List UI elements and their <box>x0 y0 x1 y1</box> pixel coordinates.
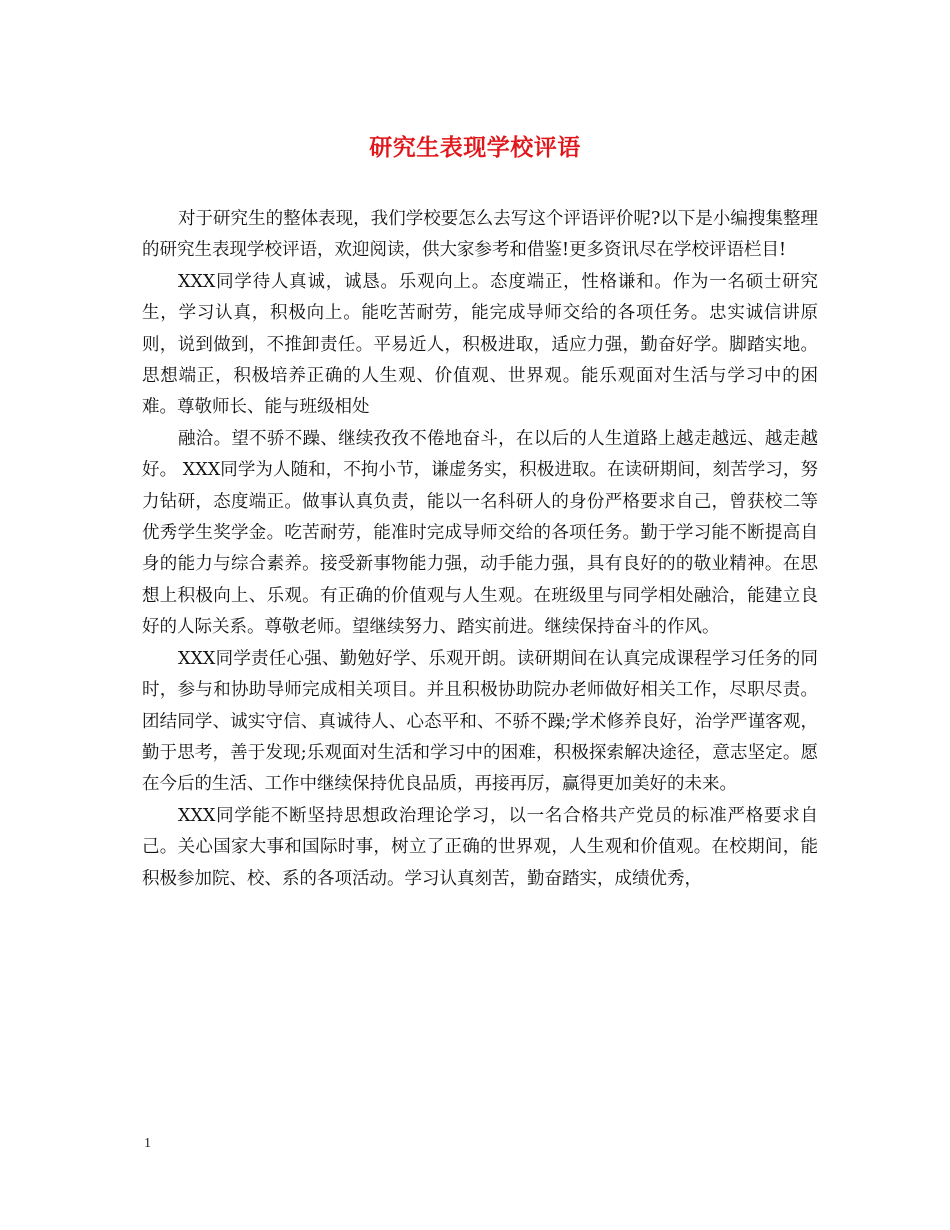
paragraph-comment-1: XXX同学待人真诚，诚恳。乐观向上。态度端正，性格谦和。作为一名硕士研究生，学习认真，积极向上。能吃苦耐劳，能完成导师交给的各项任务。忠实诚信讲原则，说到做到，不推卸责任。平易近人，积极进取，适应力强，勤奋好学。脚踏实地。思想端正，积极培养正确的人生观、价值观、世界观。能乐观面对生活与学习中的困难。尊敬师长、能与班级相处 <box>142 271 818 418</box>
paragraph-comment-4: XXX同学能不断坚持思想政治理论学习，以一名合格共产党员的标准严格要求自己。关心国家大事和国际时事，树立了正确的世界观，人生观和价值观。在校期间，能积极参加院、校、系的各项活动。学习认真刻苦，勤奋踏实，成绩优秀， <box>142 805 818 889</box>
document-body <box>142 204 818 895</box>
paragraph-comment-2: 融洽。望不骄不躁、继续孜孜不倦地奋斗，在以后的人生道路上越走越远、越走越好。 XXX同学为人随和，不拘小节，谦虚务实，积极进取。在读研期间，刻苦学习，努力钻研，态度端正。做事认真负责，能以一名科研人的身份严格要求自己，曾获校二等优秀学生奖学金。吃苦耐劳，能准时完成导师交给的各项任务。勤于学习能不断提高自身的能力与综合素养。接受新事物能力强，动手能力强，具有良好的的敬业精神。在思想上积极向上、乐观。有正确的价值观与人生观。在班级里与同学相处融洽，能建立良好的人际关系。尊敬老师。望继续努力、踏实前进。继续保持奋斗的作风。 <box>142 428 818 638</box>
document-title: 研究生表现学校评语 <box>369 134 581 161</box>
paragraph-comment-3: XXX同学责任心强、勤勉好学、乐观开朗。读研期间在认真完成课程学习任务的同时，参与和协助导师完成相关项目。并且积极协助院办老师做好相关工作，尽职尽责。团结同学、诚实守信、真诚待人、心态平和、不骄不躁;学术修养良好，治学严谨客观，勤于思考，善于发现;乐观面对生活和学习中的困难，积极探索解决途径，意志坚定。愿在今后的生活、工作中继续保持优良品质，再接再厉，赢得更加美好的未来。 <box>142 648 818 795</box>
page-number: 1 <box>144 1136 151 1151</box>
paragraph-intro: 对于研究生的整体表现，我们学校要怎么去写这个评语评价呢?以下是小编搜集整理的研究生表现学校评语，欢迎阅读，供大家参考和借鉴!更多资讯尽在学校评语栏目! <box>142 209 818 261</box>
